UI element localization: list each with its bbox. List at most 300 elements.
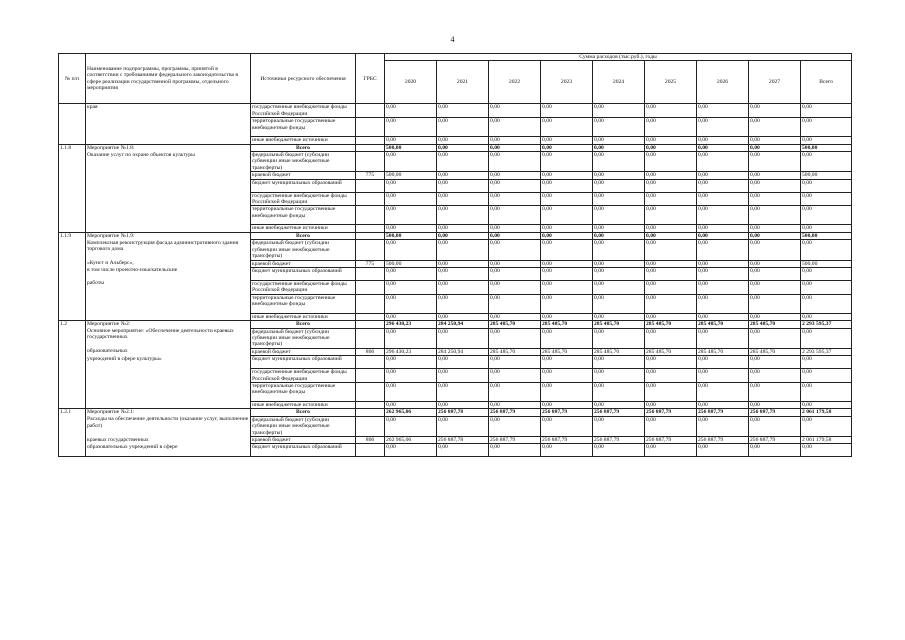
amount-cell: 0,00 [593,104,645,118]
amount-cell: 0,00 [489,104,541,118]
amount-cell: 0,00 [489,280,541,294]
amount-cell: 0,00 [385,328,437,348]
grbs-cell [356,444,385,457]
amount-cell: 0,00 [697,118,749,137]
amount-cell: 0,00 [593,294,645,313]
amount-cell: 0,00 [645,240,697,260]
amount-total-cell: 0,00 [801,104,852,118]
amount-cell: 0,00 [645,172,697,179]
amount-cell: 0,00 [437,240,489,260]
grbs-cell: 806 [356,348,385,355]
amount-cell: 285 485,70 [489,321,541,328]
measure-name-cell [86,172,251,179]
amount-total-cell: 0,00 [801,382,852,401]
measure-name-cell: Мероприятие №1.8: [86,144,251,151]
amount-cell: 0,00 [593,313,645,320]
funding-source-cell: краевой бюджет [251,172,356,179]
grbs-cell [356,206,385,225]
table-row-total [59,232,852,239]
funding-source-cell: краевой бюджет [251,260,356,267]
col-grbs-header: ГРБС [356,54,385,104]
measure-name-cell: работы [86,280,251,294]
amount-cell: 0,00 [541,444,593,457]
amount-cell: 0,00 [697,137,749,144]
amount-cell: 0,00 [541,260,593,267]
col-year-header: 2020 [385,61,437,104]
amount-cell: 0,00 [489,206,541,225]
budget-table [58,53,852,457]
amount-cell: 0,00 [697,232,749,239]
row-number-cell [59,313,86,320]
amount-total-cell: 0,00 [801,240,852,260]
funding-source-cell: бюджет муниципальных образований [251,356,356,369]
amount-cell: 0,00 [385,356,437,369]
measure-name-cell: края [86,104,251,118]
funding-source-cell: краевой бюджет [251,348,356,355]
amount-cell: 0,00 [437,294,489,313]
amount-cell: 0,00 [541,369,593,383]
amount-cell: 0,00 [749,369,801,383]
funding-source-cell: государственные внебюджетные фонды Российской Федерации [251,104,356,118]
amount-total-cell: 500,00 [801,260,852,267]
grbs-cell [356,409,385,416]
amount-cell: 0,00 [437,225,489,232]
row-number-cell [59,348,86,355]
measure-name-cell: образовательных [86,348,251,355]
amount-cell: 256 887,79 [749,437,801,444]
amount-cell: 0,00 [697,369,749,383]
amount-cell: 0,00 [749,179,801,192]
amount-cell: 0,00 [593,382,645,401]
budget-table-body [59,104,852,457]
grbs-cell [356,104,385,118]
amount-cell: 0,00 [697,416,749,436]
col-year-header: 2024 [593,61,645,104]
amount-cell: 0,00 [489,267,541,280]
measure-name-cell [86,294,251,313]
amount-cell: 0,00 [749,232,801,239]
amount-cell: 296 430,23 [385,321,437,328]
measure-name-cell: Оказание услуг по охране объектов культуры [86,152,251,172]
grbs-cell [356,382,385,401]
col-sum-group-header: Сумма расходов (тыс.руб.), годы [385,54,852,61]
col-total-header: Всего [801,61,852,104]
amount-total-cell: 2 061 179,58 [801,437,852,444]
amount-cell: 0,00 [437,144,489,151]
funding-source-cell: территориальные государственные внебюджетные фонды [251,206,356,225]
amount-cell: 262 965,06 [385,409,437,416]
amount-cell: 285 485,70 [489,348,541,355]
row-number-cell [59,260,86,267]
table-row [59,348,852,355]
amount-total-cell: 0,00 [801,444,852,457]
row-number-cell [59,206,86,225]
amount-cell: 0,00 [593,232,645,239]
grbs-cell [356,401,385,408]
measure-name-cell: Комплексная реконструкция фасада административного здания торгового дома [86,240,251,260]
amount-cell: 0,00 [541,144,593,151]
amount-cell: 0,00 [541,416,593,436]
amount-total-cell: 0,00 [801,267,852,280]
amount-cell: 0,00 [385,401,437,408]
funding-source-cell: территориальные государственные внебюджетные фонды [251,118,356,137]
amount-total-cell: 0,00 [801,179,852,192]
amount-total-cell: 2 293 595,37 [801,321,852,328]
measure-name-cell [86,313,251,320]
amount-cell: 0,00 [541,179,593,192]
amount-total-cell: 0,00 [801,225,852,232]
amount-cell: 0,00 [697,401,749,408]
table-row [59,260,852,267]
amount-cell: 0,00 [437,260,489,267]
amount-cell: 500,00 [385,144,437,151]
row-number-cell [59,240,86,260]
col-year-header: 2022 [489,61,541,104]
amount-total-cell: 0,00 [801,369,852,383]
amount-cell: 0,00 [749,206,801,225]
amount-cell: 256 887,79 [541,409,593,416]
amount-total-cell: 0,00 [801,416,852,436]
amount-cell: 0,00 [697,382,749,401]
funding-source-cell: федеральный бюджет (субсидии субвенции иные межбюджетные трансферты) [251,152,356,172]
table-row [59,104,852,118]
table-row [59,444,852,457]
grbs-cell [356,356,385,369]
row-number-cell [59,137,86,144]
amount-cell: 0,00 [541,280,593,294]
amount-cell: 0,00 [749,382,801,401]
amount-cell: 256 887,78 [437,437,489,444]
amount-cell: 0,00 [385,444,437,457]
grbs-cell [356,137,385,144]
amount-cell: 285 485,70 [541,321,593,328]
amount-cell: 0,00 [697,172,749,179]
amount-cell: 500,00 [385,172,437,179]
amount-cell: 0,00 [645,144,697,151]
amount-cell: 0,00 [593,356,645,369]
amount-cell: 0,00 [697,192,749,206]
amount-cell: 0,00 [489,152,541,172]
amount-cell: 256 887,79 [749,409,801,416]
grbs-cell [356,179,385,192]
page-number: 4 [450,35,455,44]
row-number-cell: 1.2.1 [59,409,86,416]
amount-cell: 0,00 [645,328,697,348]
amount-total-cell: 0,00 [801,118,852,137]
amount-total-cell: 0,00 [801,152,852,172]
row-number-cell [59,267,86,280]
funding-source-cell: государственные внебюджетные фонды Российской Федерации [251,369,356,383]
grbs-cell: 806 [356,437,385,444]
amount-cell: 0,00 [437,382,489,401]
amount-cell: 0,00 [593,118,645,137]
row-number-cell [59,104,86,118]
row-number-cell [59,192,86,206]
row-number-cell [59,280,86,294]
amount-cell: 0,00 [489,313,541,320]
row-number-cell [59,328,86,348]
grbs-cell [356,192,385,206]
table-row [59,382,852,401]
funding-source-cell: государственные внебюджетные фонды Российской Федерации [251,280,356,294]
amount-cell: 0,00 [489,144,541,151]
amount-cell: 0,00 [593,206,645,225]
amount-cell: 0,00 [645,232,697,239]
amount-cell: 0,00 [697,104,749,118]
amount-cell: 285 485,70 [593,321,645,328]
amount-cell: 0,00 [645,280,697,294]
amount-total-cell: 0,00 [801,401,852,408]
measure-name-cell: образовательных учреждений в сфере [86,444,251,457]
grbs-cell [356,280,385,294]
funding-source-cell: Всего [251,321,356,328]
amount-total-cell: 0,00 [801,356,852,369]
amount-cell: 0,00 [645,152,697,172]
amount-cell: 0,00 [593,192,645,206]
amount-total-cell: 0,00 [801,206,852,225]
amount-cell: 0,00 [593,328,645,348]
amount-cell: 0,00 [645,260,697,267]
amount-cell: 0,00 [593,280,645,294]
amount-cell: 0,00 [645,225,697,232]
amount-cell: 0,00 [749,416,801,436]
table-row [59,294,852,313]
amount-cell: 0,00 [385,225,437,232]
amount-cell: 0,00 [437,232,489,239]
amount-cell: 0,00 [593,401,645,408]
amount-cell: 0,00 [541,192,593,206]
amount-cell: 285 485,70 [593,348,645,355]
funding-source-cell: иные внебюджетные источники [251,401,356,408]
grbs-cell [356,152,385,172]
amount-cell: 0,00 [645,118,697,137]
amount-cell: 0,00 [697,313,749,320]
amount-cell: 0,00 [749,328,801,348]
amount-cell: 0,00 [593,416,645,436]
amount-cell: 0,00 [749,313,801,320]
amount-cell: 256 887,79 [593,437,645,444]
amount-total-cell: 500,00 [801,232,852,239]
amount-cell: 0,00 [593,267,645,280]
amount-cell: 0,00 [593,144,645,151]
amount-cell: 0,00 [489,369,541,383]
amount-cell: 0,00 [645,179,697,192]
amount-cell: 0,00 [489,382,541,401]
amount-cell: 0,00 [749,401,801,408]
amount-cell: 500,00 [385,232,437,239]
row-number-cell [59,225,86,232]
grbs-cell [356,232,385,239]
amount-total-cell: 500,00 [801,144,852,151]
measure-name-cell: Мероприятие №1.9: [86,232,251,239]
table-row [59,206,852,225]
amount-cell: 0,00 [437,152,489,172]
amount-cell: 0,00 [385,206,437,225]
funding-source-cell: федеральный бюджет (субсидии субвенции иные межбюджетные трансферты) [251,328,356,348]
amount-cell: 0,00 [645,192,697,206]
table-row [59,172,852,179]
amount-cell: 285 485,70 [541,348,593,355]
funding-source-cell: федеральный бюджет (субсидии субвенции иные межбюджетные трансферты) [251,240,356,260]
row-number-cell [59,294,86,313]
amount-cell: 0,00 [749,144,801,151]
amount-cell: 0,00 [541,206,593,225]
amount-cell: 0,00 [645,416,697,436]
grbs-cell [356,144,385,151]
amount-cell: 0,00 [489,416,541,436]
row-number-cell [59,118,86,137]
amount-cell: 0,00 [749,267,801,280]
amount-cell: 0,00 [489,172,541,179]
table-row [59,369,852,383]
amount-cell: 0,00 [385,104,437,118]
amount-cell: 0,00 [437,328,489,348]
row-number-cell: 1.1.8 [59,144,86,151]
amount-total-cell: 2 293 595,37 [801,348,852,355]
amount-cell: 0,00 [541,232,593,239]
amount-cell: 0,00 [645,313,697,320]
measure-name-cell: Основное мероприятие: «Обеспечение деятельности краевых государственных [86,328,251,348]
amount-cell: 0,00 [593,369,645,383]
row-number-cell [59,179,86,192]
amount-total-cell: 0,00 [801,313,852,320]
amount-cell: 0,00 [385,118,437,137]
table-row [59,280,852,294]
funding-source-cell: Всего [251,144,356,151]
grbs-cell [356,118,385,137]
table-row [59,192,852,206]
amount-cell: 0,00 [749,104,801,118]
row-number-cell [59,172,86,179]
table-row [59,401,852,408]
col-name-header: Наименование подпрограммы, программы, принятой в соответствии с требованиями федерального законодательства в сфере реализации государственной программы, отдельного мероприятия [86,54,251,104]
funding-source-cell: Всего [251,409,356,416]
amount-cell: 0,00 [697,206,749,225]
funding-source-cell: территориальные государственные внебюджетные фонды [251,294,356,313]
funding-source-cell: иные внебюджетные источники [251,313,356,320]
measure-name-cell [86,137,251,144]
amount-cell: 0,00 [437,416,489,436]
measure-name-cell [86,225,251,232]
amount-cell: 0,00 [749,118,801,137]
table-row [59,152,852,172]
amount-cell: 0,00 [645,267,697,280]
amount-cell: 0,00 [645,137,697,144]
amount-cell: 256 887,79 [541,437,593,444]
col-year-header: 2026 [697,61,749,104]
row-number-cell: 1.1.9 [59,232,86,239]
amount-cell: 0,00 [697,328,749,348]
amount-cell: 0,00 [385,267,437,280]
amount-cell: 285 485,70 [749,348,801,355]
amount-cell: 256 887,79 [489,409,541,416]
amount-cell: 256 887,78 [437,409,489,416]
amount-cell: 0,00 [749,172,801,179]
measure-name-cell: Мероприятие №2.1: [86,409,251,416]
table-row [59,118,852,137]
amount-cell: 0,00 [645,294,697,313]
amount-cell: 285 485,70 [645,348,697,355]
amount-cell: 0,00 [489,232,541,239]
amount-cell: 0,00 [697,144,749,151]
grbs-cell [356,225,385,232]
measure-name-cell [86,192,251,206]
funding-source-cell: федеральный бюджет (субсидии субвенции иные межбюджетные трансферты) [251,416,356,436]
amount-cell: 0,00 [437,267,489,280]
amount-cell: 0,00 [593,260,645,267]
amount-cell: 0,00 [385,280,437,294]
funding-source-cell: иные внебюджетные источники [251,137,356,144]
amount-cell: 0,00 [385,240,437,260]
amount-cell: 0,00 [593,172,645,179]
amount-cell: 0,00 [593,152,645,172]
amount-cell: 256 887,79 [645,437,697,444]
amount-total-cell: 0,00 [801,137,852,144]
amount-cell: 0,00 [697,260,749,267]
col-year-header: 2023 [541,61,593,104]
amount-cell: 0,00 [697,152,749,172]
amount-cell: 0,00 [437,401,489,408]
col-year-header: 2025 [645,61,697,104]
amount-total-cell: 0,00 [801,192,852,206]
col-year-header: 2027 [749,61,801,104]
amount-cell: 0,00 [489,328,541,348]
amount-cell: 0,00 [541,267,593,280]
row-number-cell [59,437,86,444]
amount-cell: 0,00 [697,294,749,313]
amount-cell: 256 887,79 [593,409,645,416]
col-year-header: 2021 [437,61,489,104]
amount-cell: 285 485,70 [645,321,697,328]
amount-cell: 0,00 [489,444,541,457]
amount-cell: 0,00 [489,192,541,206]
row-number-cell [59,416,86,436]
amount-cell: 0,00 [489,179,541,192]
amount-cell: 262 965,06 [385,437,437,444]
funding-source-cell: государственные внебюджетные фонды Российской Федерации [251,192,356,206]
amount-cell: 0,00 [541,172,593,179]
amount-cell: 0,00 [385,137,437,144]
amount-cell: 0,00 [437,444,489,457]
amount-cell: 0,00 [645,206,697,225]
grbs-cell [356,416,385,436]
amount-cell: 0,00 [385,179,437,192]
amount-cell: 0,00 [697,280,749,294]
amount-cell: 0,00 [645,401,697,408]
row-number-cell [59,401,86,408]
amount-cell: 0,00 [541,382,593,401]
amount-cell: 0,00 [437,313,489,320]
amount-cell: 0,00 [593,444,645,457]
funding-source-cell: иные внебюджетные источники [251,225,356,232]
grbs-cell: 775 [356,172,385,179]
amount-cell: 0,00 [437,280,489,294]
amount-cell: 0,00 [437,137,489,144]
amount-cell: 0,00 [385,382,437,401]
amount-cell: 0,00 [385,416,437,436]
table-row [59,356,852,369]
amount-cell: 0,00 [749,152,801,172]
funding-source-cell: краевой бюджет [251,437,356,444]
measure-name-cell: «Кунст и Альберс», [86,260,251,267]
amount-cell: 256 887,79 [489,437,541,444]
funding-source-cell: территориальные государственные внебюджетные фонды [251,382,356,401]
amount-cell: 0,00 [749,260,801,267]
amount-cell: 285 485,70 [749,321,801,328]
amount-total-cell: 0,00 [801,328,852,348]
amount-cell: 0,00 [749,280,801,294]
amount-cell: 0,00 [645,444,697,457]
